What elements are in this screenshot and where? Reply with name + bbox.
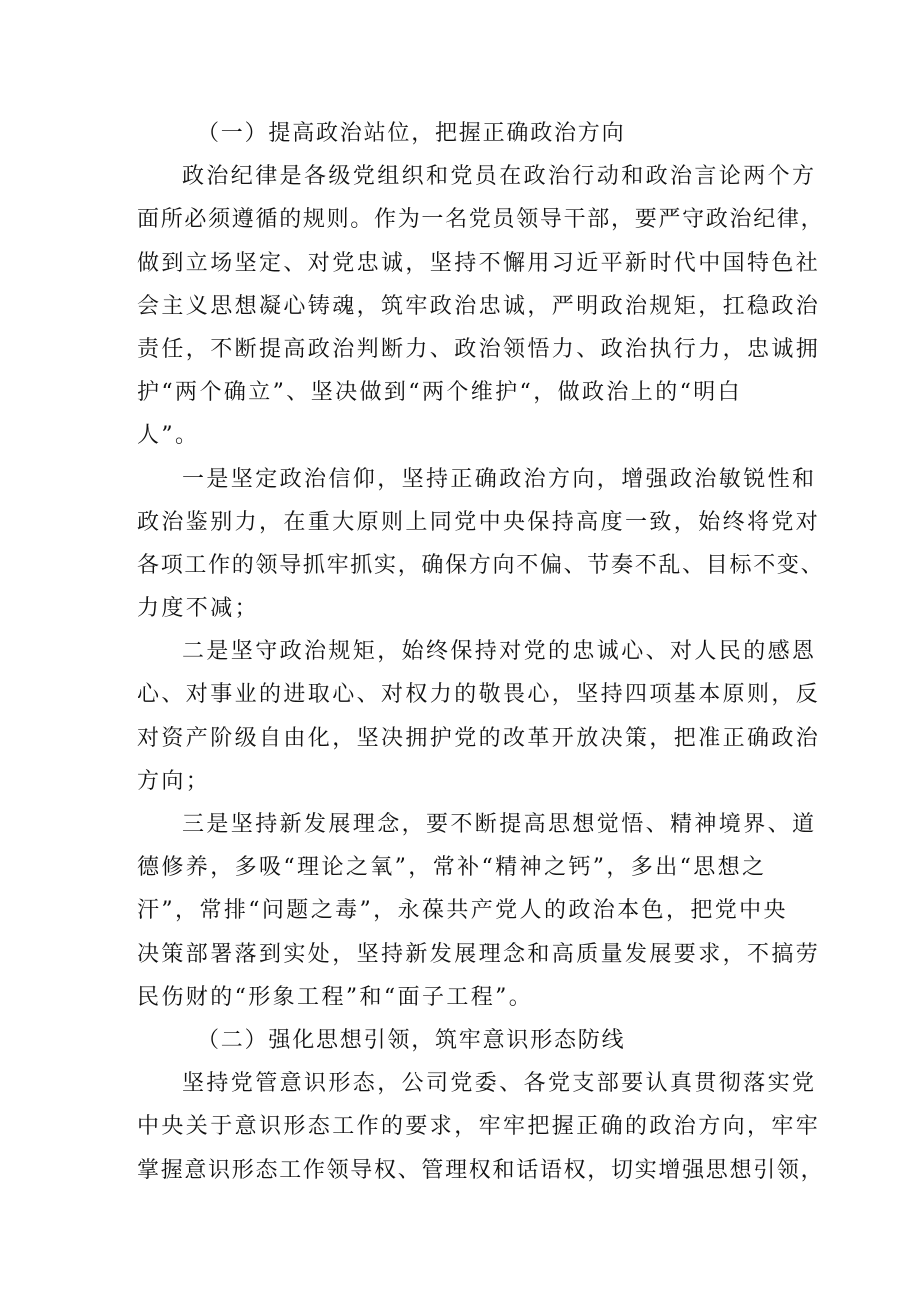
text-line: 掌握意识形态工作领导权、管理权和话语权，切实增强思想引领， [137, 1157, 825, 1183]
text-line: 决策部署落到实处，坚持新发展理念和高质量发展要求，不搞劳 [137, 941, 821, 967]
section-heading-2: （二）强化思想引领，筑牢意识形态防线 [197, 1027, 626, 1053]
paragraph-point-1 [137, 458, 825, 631]
text-line: 心、对事业的进取心、对权力的敬畏心，坚持四项基本原则，反 [137, 682, 821, 708]
paragraph-section-2 [137, 1062, 825, 1192]
text-line: 一是坚定政治信仰，坚持正确政治方向，增强政治敏锐性和 [182, 466, 817, 492]
text-line: 坚持党管意识形态，公司党委、各党支部要认真贯彻落实党 [182, 1071, 817, 1097]
text-line: 二是坚守政治规矩，始终保持对党的忠诚心、对人民的感恩 [182, 639, 817, 665]
text-line: 面所必须遵循的规则。作为一名党员领导干部，要严守政治纪律， [137, 207, 825, 233]
text-line: 会主义思想凝心铸魂，筑牢政治忠诚，严明政治规矩，扛稳政治 [137, 293, 821, 319]
section-heading-1: （一）提高政治站位，把握正确政治方向 [197, 121, 626, 146]
text-line: 民伤财的“形象工程”和“面子工程”。 [137, 984, 534, 1010]
text-line: 力度不减； [137, 596, 260, 622]
text-line: 中央关于意识形态工作的要求，牢牢把握正确的政治方向，牢牢 [137, 1114, 821, 1140]
text-line: 政治纪律是各级党组织和党员在政治行动和政治言论两个方 [182, 164, 817, 190]
paragraph-intro [137, 155, 825, 457]
text-line: 各项工作的领导抓牢抓实，确保方向不偏、节奏不乱、目标不变、 [137, 552, 825, 578]
paragraph-point-3 [137, 803, 821, 1019]
text-line: 方向； [137, 768, 211, 794]
paragraph-point-2 [137, 630, 821, 803]
text-line: 政治鉴别力，在重大原则上同党中央保持高度一致，始终将党对 [137, 509, 821, 535]
text-line: 做到立场坚定、对党忠诚，坚持不懈用习近平新时代中国特色社 [137, 250, 821, 276]
text-line: 德修养，多吸“理论之氧”，常补“精神之钙”，多出“思想之 [137, 855, 767, 881]
text-line: 三是坚持新发展理念，要不断提高思想觉悟、精神境界、道 [182, 812, 817, 837]
text-line: 人”。 [137, 423, 200, 449]
text-line: 护“两个确立”、坚决做到“两个维护“，做政治上的“明白 [137, 380, 743, 406]
text-line: 对资产阶级自由化，坚决拥护党的改革开放决策，把准正确政治 [137, 725, 821, 751]
text-line: 汗”，常排“问题之毒”，永葆共产党人的政治本色，把党中央 [137, 898, 788, 924]
text-line: 责任，不断提高政治判断力、政治领悟力、政治执行力，忠诚拥 [137, 336, 821, 362]
